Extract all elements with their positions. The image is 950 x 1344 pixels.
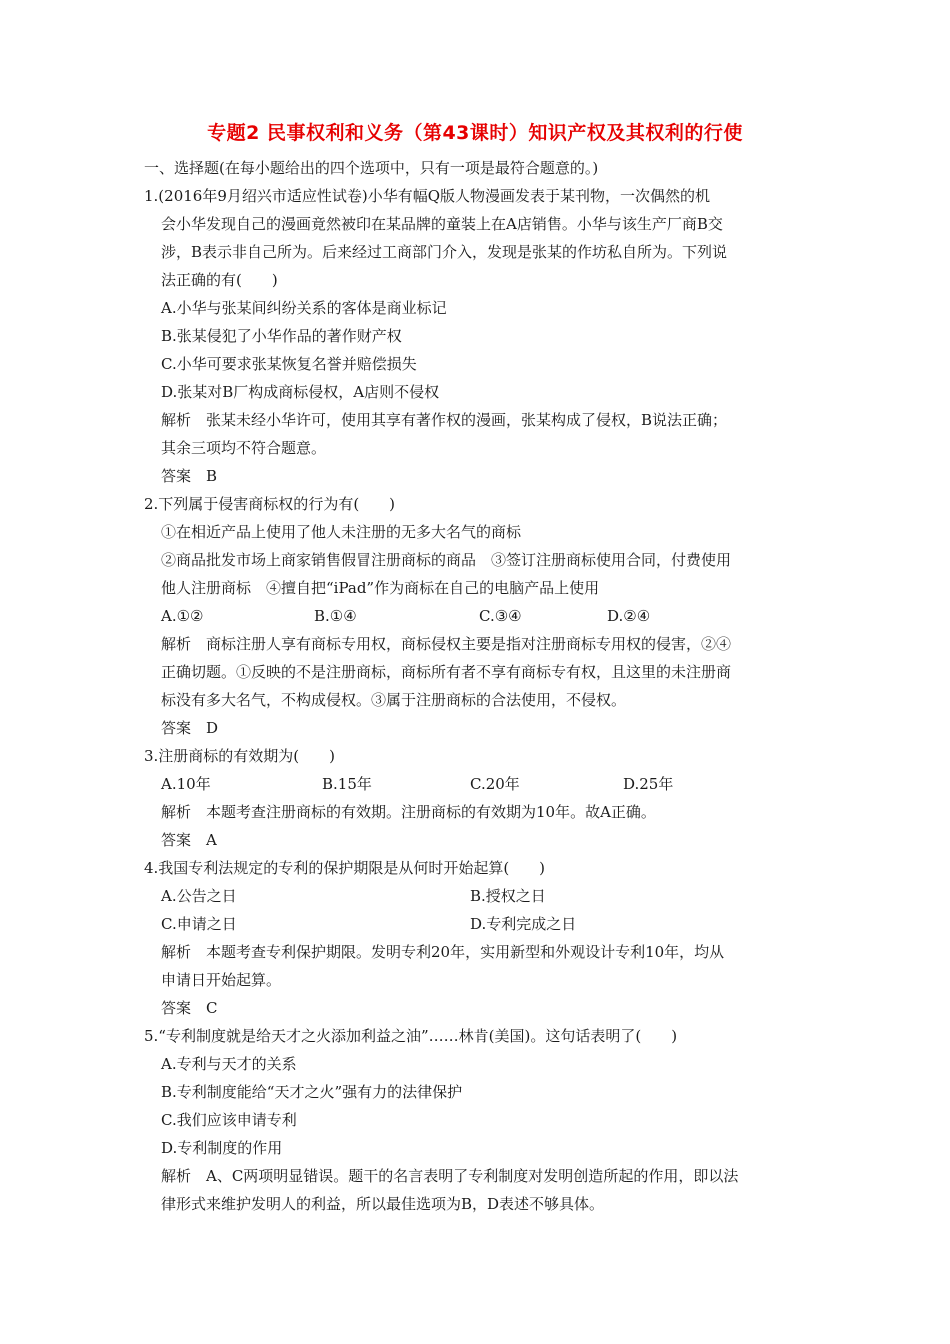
- q4-option-b: B.授权之日: [470, 887, 546, 905]
- q1-analysis-line: 其余三项均不符合题意。: [161, 439, 327, 457]
- q1-option-c: C.小华可要求张某恢复名誉并赔偿损失: [161, 355, 417, 373]
- q4-option-a: A.公告之日: [161, 887, 237, 905]
- q1-option-b: B.张某侵犯了小华作品的著作财产权: [161, 327, 402, 345]
- q3-answer: 答案 A: [161, 831, 217, 849]
- q5-option-c: C.我们应该申请专利: [161, 1111, 297, 1129]
- page-title: 专题2 民事权利和义务（第43课时）知识产权及其权利的行使: [207, 122, 743, 144]
- q2-answer: 答案 D: [161, 719, 219, 737]
- q4-analysis-line: 解析 本题考查专利保护期限。发明专利20年，实用新型和外观设计专利10年，均从: [161, 943, 725, 961]
- q1-stem-line: 涉，B表示非自己所为。后来经过工商部门介入，发现是张某的作坊私自所为。下列说: [161, 243, 728, 261]
- q5-analysis-line: 解析 A、C两项明显错误。题干的名言表明了专利制度对发明创造所起的作用，即以法: [161, 1167, 739, 1185]
- q5-option-a: A.专利与天才的关系: [161, 1055, 297, 1073]
- q2-stem: 2.下列属于侵害商标权的行为有( ): [144, 495, 396, 513]
- q2-item: ①在相近产品上使用了他人未注册的无多大名气的商标: [161, 523, 522, 541]
- q2-item: ②商品批发市场上商家销售假冒注册商标的商品 ③签订注册商标使用合同，付费使用: [161, 551, 732, 569]
- q5-option-b: B.专利制度能给“天才之火”强有力的法律保护: [161, 1083, 463, 1101]
- q4-analysis-line: 申请日开始起算。: [161, 971, 282, 989]
- q1-stem-line: 会小华发现自己的漫画竟然被印在某品牌的童装上在A店销售。小华与该生产厂商B交: [161, 215, 723, 233]
- q2-option-a: A.①②: [161, 607, 204, 625]
- q5-analysis-line: 律形式来维护发明人的利益，所以最佳选项为B，D表述不够具体。: [161, 1195, 605, 1213]
- q5-option-d: D.专利制度的作用: [161, 1139, 283, 1157]
- q3-option-a: A.10年: [161, 775, 211, 793]
- q5-stem: 5.“专利制度就是给天才之火添加利益之油”……林肯(美国)。这句话表明了( ): [144, 1027, 678, 1045]
- q2-option-b: B.①④: [314, 607, 357, 625]
- q3-option-d: D.25年: [623, 775, 674, 793]
- q3-option-b: B.15年: [322, 775, 372, 793]
- q2-option-d: D.②④: [607, 607, 651, 625]
- q1-analysis-line: 解析 张某未经小华许可，使用其享有著作权的漫画，张某构成了侵权，B说法正确；: [161, 411, 728, 429]
- q1-answer: 答案 B: [161, 467, 218, 485]
- q1-stem-line: 1.(2016年9月绍兴市适应性试卷)小华有幅Q版人物漫画发表于某刊物，一次偶然的机: [144, 187, 711, 205]
- q2-item: 他人注册商标 ④擅自把“iPad”作为商标在自己的电脑产品上使用: [161, 579, 600, 597]
- q1-option-d: D.张某对B厂构成商标侵权，A店则不侵权: [161, 383, 440, 401]
- q2-analysis-line: 正确切题。①反映的不是注册商标，商标所有者不享有商标专有权，且这里的未注册商: [161, 663, 732, 681]
- q1-option-a: A.小华与张某间纠纷关系的客体是商业标记: [161, 299, 447, 317]
- q3-stem: 3.注册商标的有效期为( ): [144, 747, 336, 765]
- q4-option-d: D.专利完成之日: [470, 915, 577, 933]
- q4-answer: 答案 C: [161, 999, 218, 1017]
- q2-option-c: C.③④: [479, 607, 522, 625]
- q3-option-c: C.20年: [470, 775, 520, 793]
- section-heading: 一、选择题(在每小题给出的四个选项中，只有一项是最符合题意的。): [144, 159, 599, 177]
- q2-analysis-line: 标没有多大名气，不构成侵权。③属于注册商标的合法使用，不侵权。: [161, 691, 627, 709]
- q2-analysis-line: 解析 商标注册人享有商标专用权，商标侵权主要是指对注册商标专用权的侵害，②④: [161, 635, 732, 653]
- q4-option-c: C.申请之日: [161, 915, 237, 933]
- q3-analysis: 解析 本题考查注册商标的有效期。注册商标的有效期为10年。故A正确。: [161, 803, 656, 821]
- q1-stem-line: 法正确的有( ): [161, 271, 278, 289]
- q4-stem: 4.我国专利法规定的专利的保护期限是从何时开始起算( ): [144, 859, 546, 877]
